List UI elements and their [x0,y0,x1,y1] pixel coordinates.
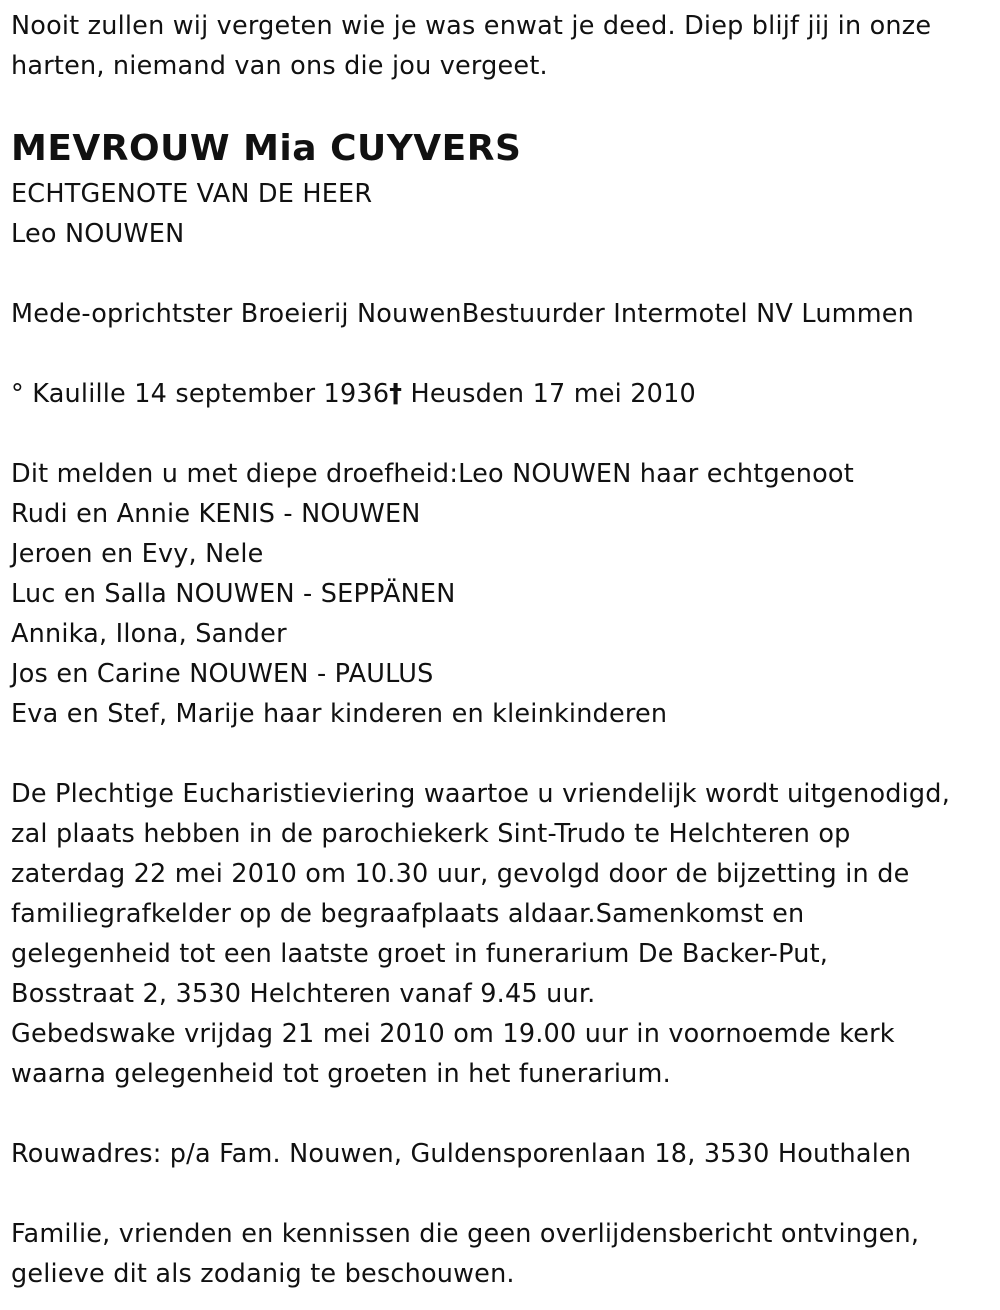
closing-line: gelieve dit als zodanig te beschouwen. [11,1259,515,1289]
family-line: Annika, Ilona, Sander [11,619,287,649]
ceremony-line: Bosstraat 2, 3530 Helchteren vanaf 9.45 uur. [11,979,596,1009]
birth-info: ° Kaulille 14 september 1936 [11,379,390,409]
deceased-name: MEVROUW Mia CUYVERS [11,128,522,169]
family-list [11,454,990,734]
spacer [11,1094,990,1134]
family-line: Luc en Salla NOUWEN - SEPPÄNEN [11,579,456,609]
ceremony-line: zal plaats hebben in de parochiekerk Sint-Trudo te Helchteren op [11,819,851,849]
spacer [11,734,990,774]
ceremony-line: waarna gelegenheid tot groeten in het funerarium. [11,1059,671,1089]
ceremony-line: De Plechtige Eucharistieviering waartoe u vriendelijk wordt uitgenodigd, [11,779,950,809]
intro-text [11,6,990,86]
family-line: Eva en Stef, Marije haar kinderen en kleinkinderen [11,699,668,729]
ceremony-text [11,774,990,1094]
spacer [11,414,990,454]
closing-text [11,1214,990,1294]
ceremony-line: familiegrafkelder op de begraafplaats aldaar.Samenkomst en [11,899,805,929]
spacer [11,334,990,374]
ceremony-line: gelegenheid tot een laatste groet in funerarium De Backer-Put, [11,939,829,969]
occupation: Mede-oprichtster Broeierij NouwenBestuurder Intermotel NV Lummen [11,299,915,329]
ceremony-line: Gebedswake vrijdag 21 mei 2010 om 19.00 uur in voornoemde kerk [11,1019,895,1049]
death-info: Heusden 17 mei 2010 [402,379,696,409]
intro-line: harten, niemand van ons die jou vergeet. [11,51,548,81]
closing-line: Familie, vrienden en kennissen die geen overlijdensbericht ontvingen, [11,1219,920,1249]
spouse-name: Leo NOUWEN [11,219,185,249]
birth-death-line [11,374,990,414]
family-line: Dit melden u met diepe droefheid:Leo NOUWEN haar echtgenoot [11,459,854,489]
intro-line: Nooit zullen wij vergeten wie je was enwat je deed. Diep blijf jij in onze [11,11,932,41]
family-line: Rudi en Annie KENIS - NOUWEN [11,499,421,529]
cross-icon: † [389,379,403,409]
spacer [11,1174,990,1214]
spouse-label: ECHTGENOTE VAN DE HEER [11,179,373,209]
spacer [11,254,990,294]
ceremony-line: zaterdag 22 mei 2010 om 10.30 uur, gevolgd door de bijzetting in de [11,859,910,889]
family-line: Jos en Carine NOUWEN - PAULUS [11,659,434,689]
family-line: Jeroen en Evy, Nele [11,539,264,569]
mourning-address: Rouwadres: p/a Fam. Nouwen, Guldensporenlaan 18, 3530 Houthalen [11,1139,912,1169]
